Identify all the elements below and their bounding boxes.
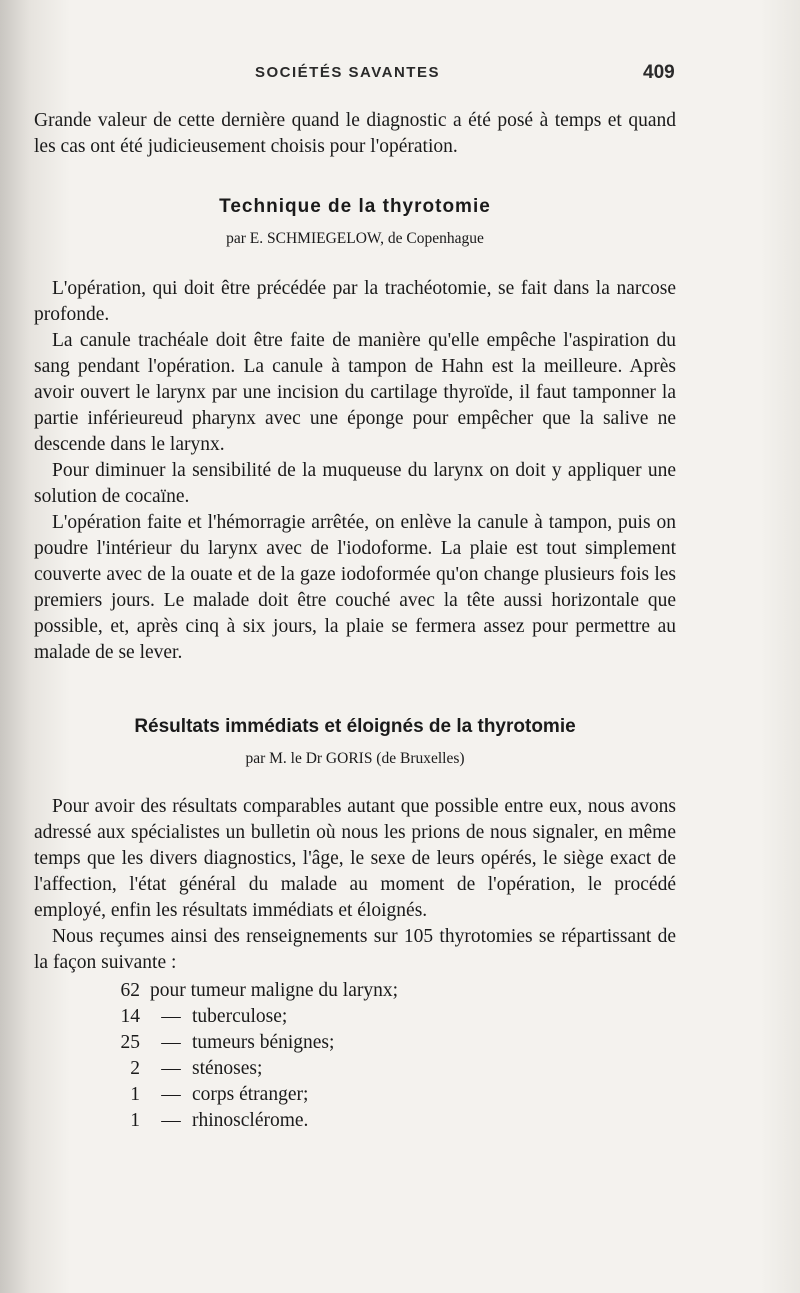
list-item <box>104 978 676 1004</box>
list-label: corps étranger; <box>192 1084 309 1105</box>
list-item <box>104 1108 676 1134</box>
list-dash: — <box>161 1058 181 1079</box>
list-label: sténoses; <box>192 1058 263 1079</box>
list-dash: — <box>161 1110 181 1131</box>
page-header <box>0 58 800 88</box>
list-count: 25 <box>120 1032 140 1053</box>
paragraph: La canule trachéale doit être faite de manière qu'elle empêche l'aspiration du sang pendant l'opération. La canule à tampon de Hahn est la meilleure. Après avoir ouvert le larynx par une incision du cartilage thyroïde, il faut tamponner la partie inférieureud pharynx avec une éponge pour empêcher que la salive ne descende dans le larynx. <box>34 330 676 455</box>
list-label: tuberculose; <box>192 1006 288 1027</box>
list-dash: — <box>161 1032 181 1053</box>
list-count: 62 <box>120 980 140 1001</box>
section-title-resultats: Résultats immédiats et éloignés de la thyrotomie <box>134 716 576 737</box>
list-count: 2 <box>130 1058 140 1079</box>
paragraph: Pour diminuer la sensibilité de la muqueuse du larynx on doit y appliquer une solution de cocaïne. <box>34 460 676 507</box>
list-item <box>104 1030 676 1056</box>
list-label: pour tumeur maligne du larynx; <box>150 980 399 1001</box>
byline-schmiegelow: par E. SCHMIEGELOW, de Copenhague <box>226 230 484 247</box>
section-title-technique: Technique de la thyrotomie <box>219 196 491 217</box>
paragraph: L'opération faite et l'hémorragie arrêtée, on enlève la canule à tampon, puis on poudre l'intérieur du larynx avec de l'iodoforme. La plaie est tout simplement couverte avec de la ouate et de la gaze iodoformée qu'on change plusieurs fois les premiers jours. Le malade doit être couché avec la tête aussi horizontale que possible, et, après cinq à six jours, la plaie se fermera assez pour permettre au malade de se lever. <box>34 512 676 663</box>
paragraph: Pour avoir des résultats comparables autant que possible entre eux, nous avons adressé aux spécialistes un bulletin où nous les prions de nous signaler, en même temps que les divers diagnostics, l'âge, le sexe de leurs opérés, le siège exact de l'affection, l'état général du malade au moment de l'opération, le procédé employé, enfin les résultats immédiats et éloignés. <box>34 796 676 921</box>
intro-paragraph: Grande valeur de cette dernière quand le diagnostic a été posé à temps et quand les cas ont été judicieusement choisis pour l'opération. <box>34 110 676 157</box>
paragraph: L'opération, qui doit être précédée par la trachéotomie, se fait dans la narcose profonde. <box>34 278 676 325</box>
list-label: tumeurs bénignes; <box>192 1032 335 1053</box>
list-item <box>104 1004 676 1030</box>
list-item <box>104 1082 676 1108</box>
page-number: 409 <box>643 62 675 83</box>
list-item <box>104 1056 676 1082</box>
paragraph: Nous reçumes ainsi des renseignements sur 105 thyrotomies se répartissant de la façon suivante : <box>34 926 676 973</box>
list-dash: — <box>161 1084 181 1105</box>
byline-goris: par M. le Dr GORIS (de Bruxelles) <box>245 750 465 767</box>
thyrotomy-list <box>104 978 676 1134</box>
page-body <box>34 108 676 1134</box>
list-dash: — <box>161 1006 181 1027</box>
list-label: rhinosclérome. <box>192 1110 309 1131</box>
list-count: 1 <box>130 1084 140 1105</box>
list-count: 1 <box>130 1110 140 1131</box>
list-count: 14 <box>120 1006 140 1027</box>
running-head: SOCIÉTÉS SAVANTES <box>255 64 440 81</box>
